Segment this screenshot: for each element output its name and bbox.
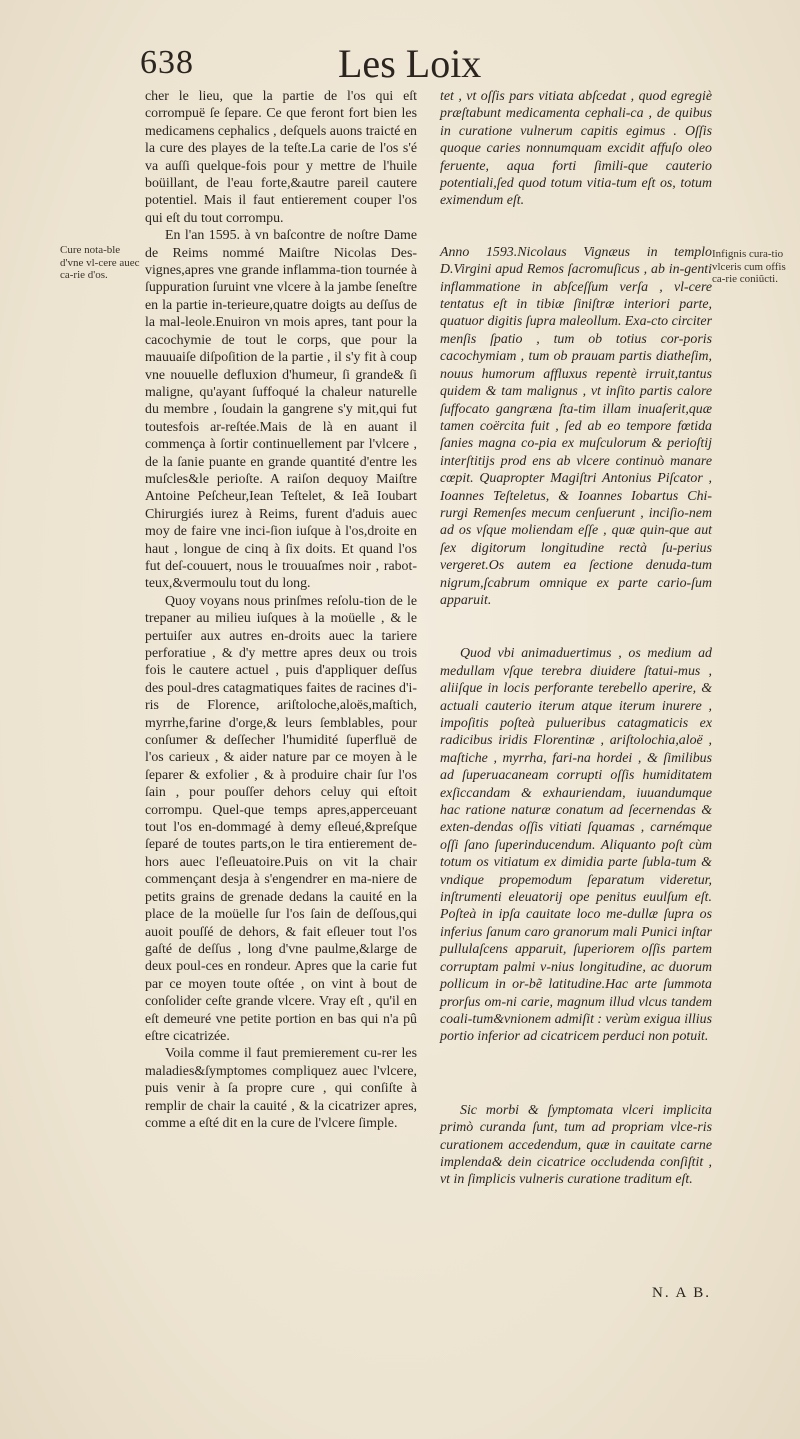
latin-column [440, 88, 712, 1189]
latin-paragraph-3: Quod vbi animaduertimus , os medium ad medullam vſque terebra diuidere ſtatui-mus , aliiſque in locis perforante terebello aperire, & actuali cauterio iterum atque iterum inurere , impoſitis poſteà pulueribus catagmaticis ex radicibus iridis Florentinæ , ariſtolochia,aloë , maſtiche , myrrha, fari-na hordei , & ſimilibus ad ſuperuacaneam corrupti oſſis humiditatem exſiccandam & exhauriendam, iuuandumque hac ratione naturæ conatum ad ſecernendas & exten-dendas oſſis vitiati ſquamas , carnémque oſſi ſano ſuperinducendum. Aliquanto poſt cùm totum os vitiatum ex dimidia parte ſubla-tum & vndique propemodum ſeparatum videretur, inſtrumenti eleuatorij ope penitus euulſum eſt. Poſteà in ipſa cauitate loco me-dullæ ſupra os inferius ſanum caro granorum mali Punici inſtar pullulaſcens apparuit, ſuperiorem oſſis partem corruptam palmi v-nius longitudine, ac duorum pollicum in or-bẽ latitudine.Hac arte ſummota prorſus om-ni carie, magnum illud vlcus tandem coali-tum&vnionem admiſit : verùm exigua illius portio inferior ad cicatricem perduci non potuit. [440, 646, 712, 1045]
french-column [145, 88, 417, 1132]
margin-note-right: Infignis cura-tio vlceris cum offis ca-rie coniũcti. [712, 248, 786, 285]
french-paragraph-4: Voila comme il faut premierement cu-rer les maladies&ſymptomes compliquez auec l'vlcere, puis venir à ſa propre cure , qui conſiſte à remplir de chair la cauité , & la cicatrizer apres, comme a eſté dit en la cure de l'vlcere ſimple. [145, 1046, 417, 1131]
latin-paragraph-2: Anno 1593.Nicolaus Vignæus in templo D.Virgini apud Remos ſacromuſicus , ab in-genti inflammatione in abſceſſum verſa , vl-cere tentatus eſt in tibiæ ſiniſtræ interiori parte, quatuor digitis ſupra maleollum. Exa-cto circiter menſis ſpatio , tum ob totius cor-poris cacochymiam , tum ob prauam partis diatheſim, nouus humorum affluxus repentè irruit,tantus quidem & tam malignus , vt inſito partis calore ſuffocato gangræna ſta-tim illam inuaſerit,quæ tamen coërcita fuit , ſed ab eo tempore fœtida ſanies magna co-pia ex muſculorum & perioſtij interſtitijs prod ens ab vlcere continuò manare cœpit. Quapropter Magiſtri Antonius Piſcator , Ioannes Teſteletus, & Ioannes Iobartus Chi-rurgi Remenſes mecum cenſuerunt , inciſio-nem ad os vſque moliendam eſſe , quæ quin-que aut ſex digitorum longitudine rectà ſu-perius vergeret.Os autem ea ſectione denuda-tum nigrum,ſcabrum omnique ex parte cario-ſum apparuit. [440, 244, 712, 608]
signature: N. A B. [652, 1285, 712, 1301]
page-number: 638 [140, 44, 194, 81]
latin-paragraph-1: tet , vt oſſis pars vitiata abſcedat , quod egregiè præſtabunt medicamenta cephali-ca , de quibus in curatione vulnerum capitis egimus . Oſſis quoque caries nonnumquam excidit affuſo oleo feruente, aqua forti ſimili-que cauterio potentiali,ſed quod totum vitia-tum eſt os, totum eximendum eſt. [440, 89, 712, 209]
running-title: Les Loix [338, 41, 482, 86]
french-paragraph-1: cher le lieu, que la partie de l'os qui eſt corrompuë ſe ſepare. Ce que feront fort bien les medicamens cephalics , deſquels auons traicté en la cure des playes de la teſte.La carie de l'os s'é va auſſi quelque-fois pour y mettre de l'huile boüillant, de l'eau forte,&autre pareil cautere potentiel. Mais il faut entierement couper l'os qui eſt du tout corrompu. [145, 89, 417, 226]
french-paragraph-2: En l'an 1595. à vn baſcontre de noſtre Dame de Reims nommé Maiſtre Nicolas Des-vignes,apres vne grande inflamma-tion tournée à ſuppuration ſuruint vne vlcere à la jambe ſeneſtre en la partie in-terieure,quatre doigts au deſſus de la mal-leole.Enuiron vn mois apres, tant pour la cacochymie de tout le corps, que pour la mauuaiſe diſpoſition de la partie , il s'y fit à coup vne nouuelle defluxion d'humeur, ſi grande& ſi maligne, qu'ayant ſuffoqué la chaleur naturelle du membre , ſoudain la gangrene s'y mit,qui fut toutesfois ar-reſtée.Mais de là en auant il commença à ſortir continuellement par l'vlcere , de la ſanie puante en grande quantité d'entre les muſcles&le perioſte. A raiſon dequoy Maiſtre Antoine Peſcheur,Iean Teſtelet, & Ieã Ioubart Chirurgiés iurez à Reims, furent d'aduis auec moy de faire vne inci-ſion iuſque à l'os,droite en haut , longue de cinq à ſix doits. Et quand l'os fut deſ-couuert, nous le trouuaſmes noir , rabot-teux,&vermoulu tout du long. [145, 228, 417, 592]
latin-paragraph-4: Sic morbi & ſymptomata vlceri implicita primò curanda ſunt, tum ad propriam vlce-ris curationem accedendum, quæ in cauitate carne implenda& dein cicatrice occludenda conſiſtit , vt in ſimplicis vulneris curatione traditum eſt. [440, 1102, 712, 1188]
margin-note-left: Cure nota-ble d'vne vl-cere auec ca-rie d'os. [60, 244, 140, 281]
french-paragraph-3: Quoy voyans nous prinſmes reſolu-tion de le trepaner au milieu iuſques à la moüelle , & le pertuiſer aux autres en-droits auec la tariere perforatiue , & d'y mettre apres deux ou trois fois le cautere actuel , puis d'appliquer deſſus des poul-dres catagmatiques faites de racines d'i-ris de Florence, ariſtoloche,aloës,maſtich, myrrhe,farine d'orge,& leurs ſemblables, pour conſumer & deſſecher l'humidité ſuperfluë de l'os carieux , & aider nature par ce moyen à le ſeparer & exfolier , & à produire chair ſur l'os ſain , pour pouſſer dehors celuy qui eſtoit corrompu. Quel-que temps apres,apperceuant tout l'os en-dommagé à demy eſleué,&preſque ſeparé de toutes parts,on le tira entierement de-hors auec l'eſleuatoire.Puis on vit la chair commençant desja à s'engendrer en ma-niere de petits grains de grenade dedans la cauité en la place de la moüelle ſur l'os ſain de deſſous,qui auoit pouſſé de dehors, & fait eſleuer tout l'os gaſté de deſſus , long d'vne paulme,&large de deux poul-ces en rondeur. Apres que la carie fut par ce moyen toute oſtée , on vint à bout de conſolider ceſte grande vlcere. Vray eſt , qu'il en eſt demeuré vne petite portion en bas qui n'a pû eſtre cicatrizée. [145, 593, 417, 1044]
